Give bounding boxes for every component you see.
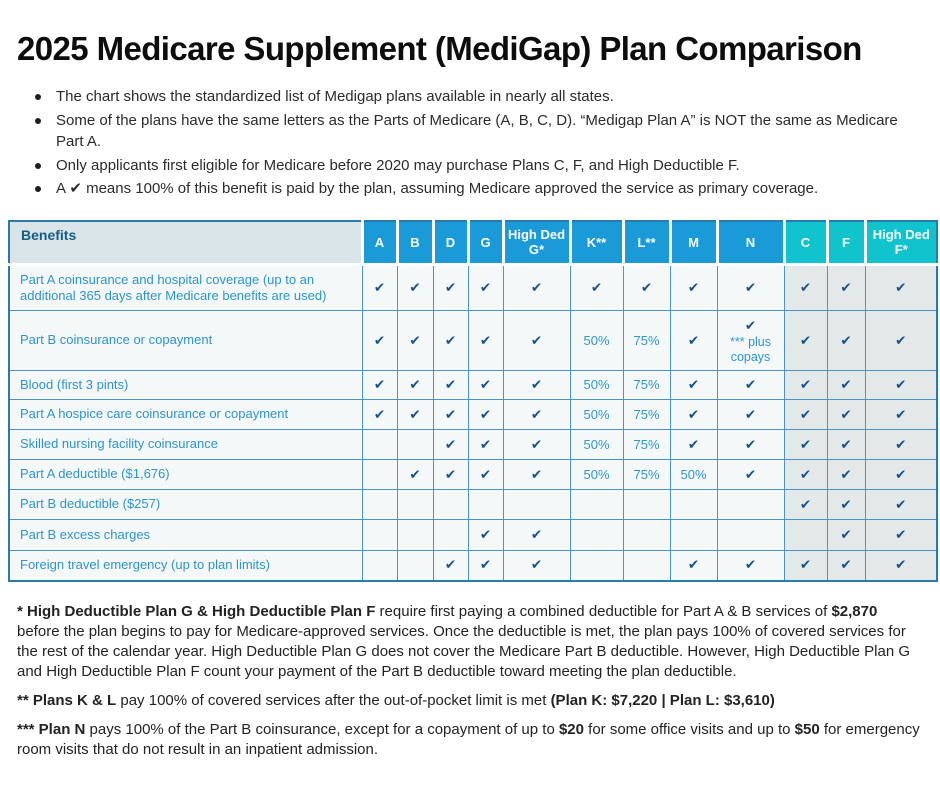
check-icon: ✔ [799,496,812,512]
table-row [9,265,937,311]
plan-cell [503,265,570,311]
plan-cell [670,490,717,520]
percent-value: 75% [633,406,660,422]
column-header-n: N [717,221,784,265]
check-icon: ✔ [840,406,852,422]
check-icon: ✔ [687,332,700,348]
check-icon: ✔ [895,377,907,392]
plan-cell [468,371,503,400]
plan-cell [827,460,865,490]
plan-cell [717,371,784,400]
plan-cell [865,520,937,551]
footnote-bold-text: $50 [794,720,820,738]
table-row [9,311,937,371]
check-icon: ✔ [373,280,386,295]
percent-value: 75% [633,466,660,482]
plan-cell [397,400,433,430]
plan-cell [623,430,670,460]
plan-cell [865,400,937,430]
plan-cell [717,430,784,460]
check-icon: ✔ [799,332,812,348]
table-row [9,400,937,430]
plan-cell [623,371,670,400]
check-icon: ✔ [373,406,386,422]
check-icon: ✔ [409,377,421,392]
plan-comparison-table [8,220,938,582]
plan-cell [670,551,717,581]
check-icon: ✔ [840,332,852,348]
benefit-label: Blood (first 3 pints) [9,371,362,400]
plan-cell [362,551,397,581]
check-icon: ✔ [530,332,543,348]
table-row [9,460,937,490]
check-icon: ✔ [409,406,421,422]
plan-cell [570,430,623,460]
check-icon: ✔ [444,466,457,482]
plan-cell [570,265,623,311]
check-icon: ✔ [444,406,457,422]
column-header-m: M [670,221,717,265]
check-icon: ✔ [530,557,543,573]
benefit-label: Part A deductible ($1,676) [9,460,362,490]
plan-cell [397,430,433,460]
intro-bullet-list [0,86,905,200]
check-icon: ✔ [530,280,543,295]
plan-cell [433,400,468,430]
footnote-text: before the plan begins to pay for Medicare-approved services. Once the deductible is met, the plan pays 100% of covered services for the rest of the calendar year. High Deductible Plan G does not cover the Medicare Part B deductible. However, High Deductible Plan G and High Deductible Plan F count your payment of the Part B deductible toward meeting the plan deductible. [17,622,910,680]
plan-cell [468,490,503,520]
plan-cell [468,460,503,490]
check-icon: ✔ [479,280,492,295]
column-header-f: F [827,221,865,265]
check-icon: ✔ [530,436,543,452]
check-icon: ✔ [895,527,907,542]
plan-cell [570,490,623,520]
table-row [9,430,937,460]
check-icon: ✔ [799,280,812,295]
percent-value: 50% [680,466,707,482]
plan-cell [623,265,670,311]
plan-cell [362,520,397,551]
check-icon: ✔ [799,406,812,422]
plan-cell [717,551,784,581]
footnote-bold-text: * High Deductible Plan G & High Deductible Plan F [17,602,376,620]
plan-cell [397,520,433,551]
plan-cell [717,400,784,430]
plan-cell [827,551,865,581]
plan-cell [670,460,717,490]
check-icon: ✔ [744,436,757,452]
plan-cell [433,490,468,520]
plan-cell [784,520,827,551]
plan-cell [623,400,670,430]
check-icon: ✔ [373,377,386,392]
check-icon: ✔ [744,377,757,392]
check-icon: ✔ [687,436,700,452]
plan-cell [397,490,433,520]
bullet-item: A ✔ means 100% of this benefit is paid by the plan, assuming Medicare approved the service as primary coverage. [56,178,905,200]
check-icon: ✔ [479,466,492,482]
copays-note: *** plus copays [730,335,771,364]
plan-cell [433,520,468,551]
plan-cell [827,371,865,400]
plan-cell [784,460,827,490]
benefit-label: Skilled nursing facility coinsurance [9,430,362,460]
check-icon: ✔ [799,466,812,482]
plan-cell [468,430,503,460]
percent-value: 50% [583,466,610,482]
check-icon: ✔ [479,436,492,452]
check-icon: ✔ [479,377,492,392]
check-icon: ✔ [840,280,852,295]
percent-value: 75% [633,377,660,392]
plan-cell [362,460,397,490]
check-icon: ✔ [840,527,852,542]
footnote [17,602,923,682]
plan-cell [433,265,468,311]
bullet-item: Some of the plans have the same letters as the Parts of Medicare (A, B, C, D). “Medigap Plan A” is NOT the same as Medicare Part A. [56,110,905,153]
footnote-bold-text: *** Plan N [17,720,86,738]
check-icon: ✔ [409,280,421,295]
page-title: 2025 Medicare Supplement (MediGap) Plan Comparison [17,30,862,67]
plan-cell [784,400,827,430]
bullet-item: The chart shows the standardized list of Medigap plans available in nearly all states. [56,86,905,108]
plan-cell [623,490,670,520]
footnote [17,691,923,711]
plan-cell [362,400,397,430]
plan-cell [433,371,468,400]
check-icon: ✔ [895,557,907,573]
plan-cell [865,490,937,520]
column-header-k-: K** [570,221,623,265]
plan-cell [827,400,865,430]
plan-cell [503,460,570,490]
plan-cell [670,400,717,430]
check-icon: ✔ [530,527,543,542]
check-icon: ✔ [744,557,757,573]
check-icon: ✔ [409,466,421,482]
check-icon: ✔ [744,280,757,295]
footnote-text: for some office visits and up to [584,720,795,738]
plan-cell [784,371,827,400]
check-icon: ✔ [840,377,852,392]
check-icon: ✔ [799,436,812,452]
check-icon: ✔ [895,436,907,452]
check-icon: ✔ [799,377,812,392]
check-icon: ✔ [840,466,852,482]
plan-cell [623,520,670,551]
plan-cell [468,265,503,311]
footnote-text: pay 100% of covered services after the out-of-pocket limit is met [116,691,551,709]
plan-cell [717,490,784,520]
plan-cell [623,311,670,371]
percent-value: 75% [633,436,660,452]
plan-cell [865,371,937,400]
column-header-d: D [433,221,468,265]
percent-value: 75% [633,332,660,348]
plan-cell [623,460,670,490]
check-icon: ✔ [895,332,907,348]
plan-cell [433,460,468,490]
plan-cell [865,265,937,311]
plan-cell [397,265,433,311]
table-row [9,371,937,400]
plan-cell [784,265,827,311]
check-icon: ✔ [895,496,907,512]
plan-cell [670,520,717,551]
footnote-bold-text: ** Plans K & L [17,691,117,709]
benefits-column-header: Benefits [9,221,362,265]
plan-cell [503,551,570,581]
plan-cell [717,311,784,371]
plan-cell [865,311,937,371]
check-icon: ✔ [840,496,852,512]
check-icon: ✔ [687,406,700,422]
check-icon: ✔ [444,436,457,452]
plan-cell [503,400,570,430]
check-icon: ✔ [479,406,492,422]
check-icon: ✔ [409,332,421,348]
column-header-high-ded-g-: High Ded G* [503,221,570,265]
table-row [9,551,937,581]
check-icon: ✔ [895,466,907,482]
check-icon: ✔ [687,280,700,295]
plan-cell [670,265,717,311]
plan-cell [827,520,865,551]
footnote-text: pays 100% of the Part B coinsurance, except for a copayment of up to [85,720,559,738]
check-icon: ✔ [840,557,852,573]
footnote [17,720,923,760]
plan-cell [670,311,717,371]
column-header-l-: L** [623,221,670,265]
plan-cell [717,520,784,551]
check-icon: ✔ [530,406,543,422]
check-icon: ✔ [444,557,457,573]
table-header-row [9,221,937,265]
plan-cell [503,430,570,460]
check-icon: ✔ [744,466,757,482]
check-icon: ✔ [530,377,543,392]
plan-cell [827,430,865,460]
check-icon: ✔ [799,557,812,573]
check-icon: ✔ [590,280,603,295]
plan-cell [865,551,937,581]
plan-cell [503,311,570,371]
percent-value: 50% [583,436,610,452]
check-icon: ✔ [895,280,907,295]
column-header-g: G [468,221,503,265]
plan-cell [362,311,397,371]
check-icon: ✔ [840,436,852,452]
plan-cell [503,490,570,520]
plan-cell [784,490,827,520]
plan-cell [827,490,865,520]
plan-cell [623,551,670,581]
plan-cell [362,371,397,400]
check-icon: ✔ [373,332,386,348]
plan-cell [397,551,433,581]
footnote-bold-text: (Plan K: $7,220 | Plan L: $3,610) [550,691,775,709]
plan-cell [503,520,570,551]
check-icon: ✔ [444,332,457,348]
benefit-label: Part A hospice care coinsurance or copayment [9,400,362,430]
check-icon: ✔ [479,557,492,573]
check-icon: ✔ [687,557,700,573]
plan-cell [717,265,784,311]
footnote-text: for emergency room visits that do not result in an inpatient admission. [17,720,920,758]
plan-cell [865,430,937,460]
plan-cell [433,551,468,581]
plan-cell [468,400,503,430]
check-icon: ✔ [530,466,543,482]
column-header-b: B [397,221,433,265]
plan-cell [433,311,468,371]
benefit-label: Part B coinsurance or copayment [9,311,362,371]
plan-cell [827,265,865,311]
check-icon: ✔ [444,377,457,392]
plan-cell [397,460,433,490]
plan-cell [503,371,570,400]
check-icon: ✔ [687,377,700,392]
benefit-label: Foreign travel emergency (up to plan limits) [9,551,362,581]
column-header-a: A [362,221,397,265]
plan-cell [784,551,827,581]
check-icon: ✔ [895,406,907,422]
check-icon: ✔ [640,280,653,295]
column-header-high-ded-f-: High Ded F* [865,221,937,265]
plan-cell [670,371,717,400]
benefit-label: Part B excess charges [9,520,362,551]
footnotes [17,602,923,760]
plan-cell [570,551,623,581]
check-icon: ✔ [744,406,757,422]
plan-cell [468,311,503,371]
check-icon: ✔ [479,332,492,348]
plan-cell [784,430,827,460]
plan-cell [827,311,865,371]
check-icon: ✔ [744,318,757,333]
column-header-c: C [784,221,827,265]
plan-cell [784,311,827,371]
check-icon: ✔ [444,280,457,295]
plan-cell [362,490,397,520]
footnote-bold-text: $20 [558,720,584,738]
percent-value: 50% [583,406,610,422]
benefit-label: Part B deductible ($257) [9,490,362,520]
table-row [9,490,937,520]
benefit-label: Part A coinsurance and hospital coverage (up to an additional 365 days after Medicare benefits are used) [9,265,362,311]
footnote-bold-text: $2,870 [831,602,878,620]
plan-cell [865,460,937,490]
table-row [9,520,937,551]
footnote-text: require first paying a combined deductible for Part A & B services of [375,602,832,620]
percent-value: 50% [583,377,610,392]
plan-cell [717,460,784,490]
plan-cell [397,311,433,371]
plan-cell [362,430,397,460]
table-body [9,265,937,581]
plan-cell [362,265,397,311]
plan-cell [570,311,623,371]
bullet-item: Only applicants first eligible for Medicare before 2020 may purchase Plans C, F, and High Deductible F. [56,155,905,177]
plan-cell [397,371,433,400]
plan-cell [570,460,623,490]
plan-cell [670,430,717,460]
plan-cell [468,551,503,581]
plan-cell [570,520,623,551]
plan-cell [433,430,468,460]
plan-cell [468,520,503,551]
check-icon: ✔ [479,527,492,542]
percent-value: 50% [583,332,610,348]
plan-cell [570,400,623,430]
plan-cell [570,371,623,400]
